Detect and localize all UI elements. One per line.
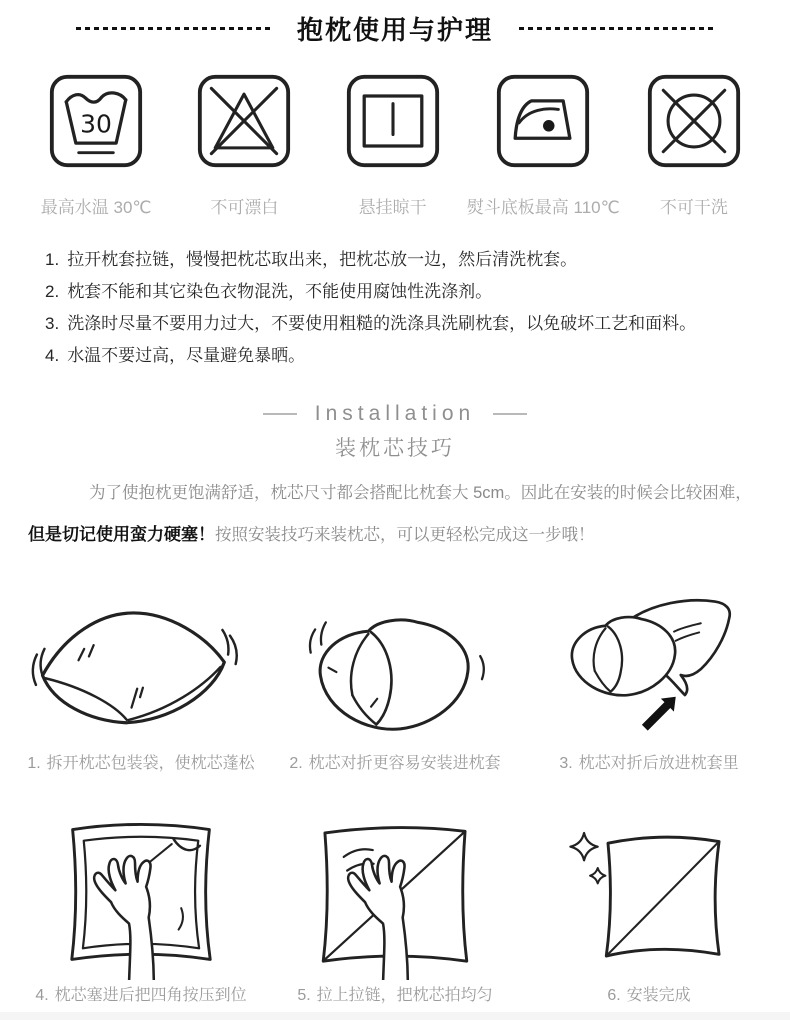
title-dash-left [76,27,271,30]
care-icon-label: 熨斗底板最高 110℃ [466,198,620,217]
header [0,10,790,47]
installation-heading-zh: 装枕芯技巧 [335,437,455,460]
installation-heading-en: Installation [314,402,476,425]
step-5 [268,809,522,1005]
step-2 [268,594,522,773]
step-4 [14,809,268,1005]
heading-line-left [263,413,297,415]
step-6 [522,809,776,1005]
hand-icon [348,856,408,980]
instruction-text: 拉开枕套拉链，慢慢把枕芯取出来，把枕芯放一边，然后清洗枕套。 [67,250,578,269]
sparkle-icon [590,868,605,883]
step-caption: 6. 安装完成 [607,987,691,1004]
title-dash-right [519,27,714,30]
sparkle-icon [570,833,597,860]
pillow-into-cover-illustration [531,594,767,736]
installation-intro [0,480,790,548]
folded-pillow-illustration [277,594,513,736]
intro-bold-warning: 但是切记使用蛮力硬塞！ [28,525,215,544]
care-item-hang-dry [319,73,467,218]
finished-pillow-illustration [555,809,743,980]
instruction-number: 3. [45,314,60,333]
intro-line-2 [28,522,762,548]
step-1 [14,594,268,773]
instruction-item [45,244,760,276]
instruction-item [45,308,760,340]
no-bleach-icon [196,73,292,169]
care-item-no-bleach [170,73,318,218]
zip-and-pat-illustration [301,809,489,980]
wash-30-icon [48,73,144,169]
instruction-number: 4. [45,346,60,365]
care-icons-row [0,73,790,218]
care-item-wash [22,73,170,218]
svg-text:30: 30 [80,109,113,139]
care-icon-label: 不可漂白 [210,198,279,217]
hang-dry-icon [345,73,441,169]
care-icon-label: 最高水温 30℃ [40,198,152,217]
step-caption: 1. 拆开枕芯包装袋，使枕芯蓬松 [27,755,255,772]
page-title: 抱枕使用与护理 [296,15,493,45]
instruction-text: 枕套不能和其它染色衣物混洗，不能使用腐蚀性洗涤剂。 [67,282,493,301]
steps-row-1 [0,594,790,773]
care-icon-label: 悬挂晾干 [358,198,427,217]
intro-line-1: 为了使抱枕更饱满舒适，枕芯尺寸都会搭配比枕套大 5cm。因此在安装的时候会比较困难， [89,484,752,502]
step-caption: 5. 拉上拉链，把枕芯拍均匀 [297,987,493,1004]
instruction-item [45,276,760,308]
instruction-text: 水温不要过高，尽量避免暴晒。 [67,346,306,365]
step-3 [522,594,776,773]
intro-rest: 按照安装技巧来装枕芯，可以更轻松完成这一步哦！ [215,526,595,544]
instruction-number: 1. [45,250,60,269]
bottom-divider [0,1012,790,1020]
press-corners-illustration [47,809,235,980]
hand-icon [94,856,154,980]
installation-heading [0,402,790,426]
iron-max-110-icon [495,73,591,169]
step-caption: 3. 枕芯对折后放进枕套里 [559,755,739,772]
step-caption: 2. 枕芯对折更容易安装进枕套 [289,755,501,772]
instruction-number: 2. [45,282,60,301]
step-caption: 4. 枕芯塞进后把四角按压到位 [35,987,247,1004]
care-item-no-dry-clean [620,73,768,218]
heading-line-right [493,413,527,415]
no-dry-clean-icon [646,73,742,169]
fluffed-pillow-illustration [23,594,259,736]
care-instructions-list [0,244,790,372]
arrow-icon [642,697,676,731]
instruction-item [45,340,760,372]
instruction-text: 洗涤时尽量不要用力过大，不要使用粗糙的洗涤具洗刷枕套，以免破坏工艺和面料。 [67,314,697,333]
steps-row-2 [0,809,790,1005]
care-item-iron [467,73,620,218]
care-icon-label: 不可干洗 [659,198,728,217]
